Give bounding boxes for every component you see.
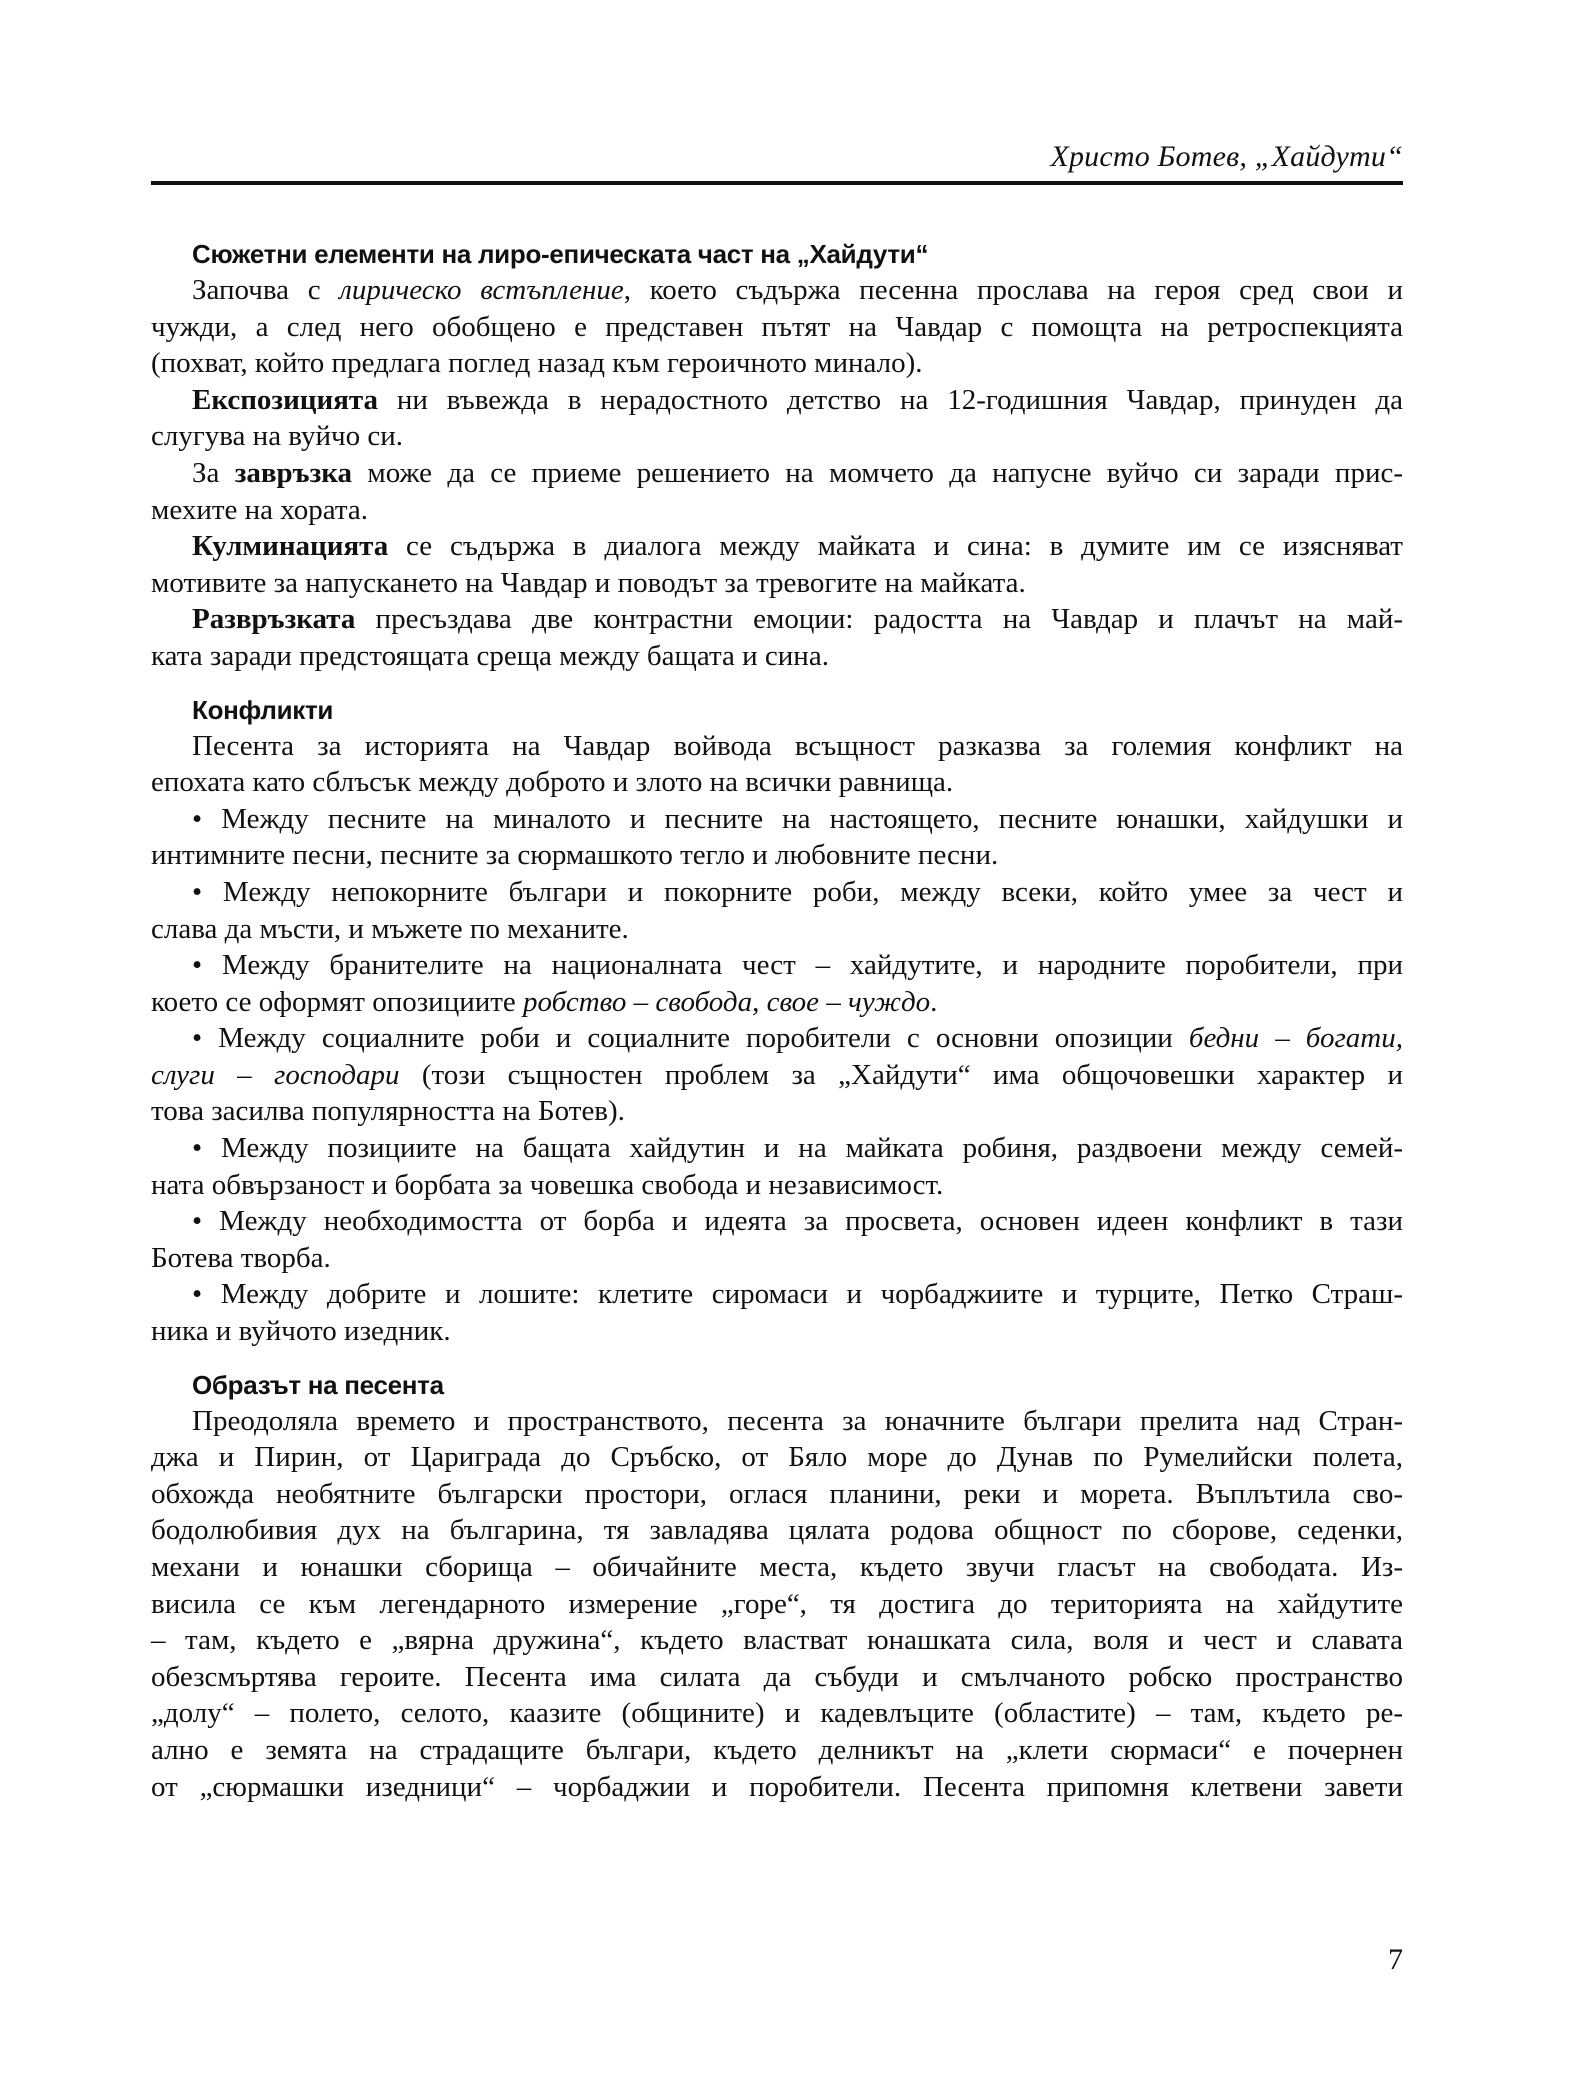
text-line [151,638,1403,675]
text-run: слугува на вуйчо си. [151,420,404,453]
text-run: За [192,456,235,489]
running-header-title: Христо Ботев, „Хайдути“ [1050,140,1403,173]
text-run: . [930,985,938,1018]
text-run: (похват, който предлага поглед назад към героичното минало). [151,347,923,380]
text-line [151,984,1403,1021]
text-run: Ботева творба. [151,1241,331,1274]
section-heading: Сюжетни елементи на лиро-епическата част на „Хайдути“ [192,239,929,269]
text-run: мотивите за напускането на Чавдар и поводът за тревогите на майката. [151,566,1026,599]
section-heading: Образът на песента [192,1369,444,1400]
text-line [151,1093,1403,1130]
text-line [151,764,1403,801]
text-run: , което съдържа песенна прослава на героя сред свои и [623,274,1403,306]
bold-term: Развръзката [192,603,356,636]
text-run: • Между песните на миналото и песните на настоящето, песните юнашки, хайдушки и [192,802,1403,835]
text-run: • Между добрите и лошите: клетите сиромаси и чорбаджиите и турците, Петко Страш- [192,1278,1403,1311]
text-run: – там, където е „вярна дружина“, където властват юнашката сила, воля и чест и славата [151,1624,1403,1657]
text-run: обезсмъртява героите. Песента има силата да събуди и смълчаното робско пространство [151,1660,1403,1693]
text-line [151,272,1403,309]
paragraph [151,1203,1403,1276]
text-line [151,1130,1403,1167]
text-line [151,455,1403,492]
section [151,1367,1403,1806]
text-run: ално е земята на страдащите българи, където делникът на „клети сюрмаси“ е почернен [151,1733,1403,1766]
text-line [151,418,1403,455]
text-run: слава да мъсти, и мъжете по механите. [151,912,629,945]
text-line [151,1313,1403,1350]
text-line [151,1240,1403,1277]
header-rule [151,181,1403,185]
italic-phrase: слуги – господари [151,1058,400,1091]
text-line [151,309,1403,346]
text-run: епохата като сблъсък между доброто и злото на всички равнища. [151,766,954,799]
paragraph [151,455,1403,528]
text-run: Започва с [192,274,340,306]
text-line [151,1732,1403,1769]
text-line [151,1276,1403,1313]
text-run: се съдържа в диалога между майката и сина: в думите им се изясняват [388,530,1403,563]
text-line [151,911,1403,948]
paragraph [151,601,1403,674]
text-line [151,1403,1403,1440]
text-line [151,837,1403,874]
text-line [151,1622,1403,1659]
text-run: обхожда необятните български простори, оглася планини, реки и морета. Въплътила сво- [151,1477,1403,1510]
text-run: • Между позициите на бащата хайдутин и на майката робиня, раздвоени между семей- [192,1132,1403,1165]
page-body [151,236,1403,1805]
paragraph [151,1130,1403,1203]
text-run: от „сюрмашки изедници“ – чорбаджии и поробители. Песента припомня клетвени завети [151,1770,1403,1803]
text-run: • Между непокорните българи и покорните роби, между всеки, който умее за чест и [192,875,1403,908]
text-run: Преодоляла времето и пространството, песента за юначните българи прелита над Стран- [192,1404,1403,1437]
text-run: може да се приеме решението на момчето да напусне вуйчо си заради прис- [352,456,1404,489]
text-run: джа и Пирин, от Цариграда до Сръбско, от Бяло море до Дунав по Румелийски полета, [151,1441,1403,1474]
italic-phrase: бедни – богати, [1188,1022,1403,1055]
text-line [151,492,1403,529]
text-run: бодолюбивия дух на българина, тя завладява цялата родова общност по сборове, седенки, [151,1514,1403,1547]
text-line [151,874,1403,911]
text-line [151,1695,1403,1732]
text-line [151,947,1403,984]
text-line [151,528,1403,565]
text-line [151,801,1403,838]
text-run: това засилва популярността на Ботев). [151,1095,625,1128]
text-run: • Между бранителите на националната чест – хайдутите, и народните поробители, при [192,949,1403,982]
text-line [151,565,1403,602]
paragraph [151,728,1403,801]
text-line [151,1769,1403,1806]
paragraph [151,272,1403,382]
text-line [151,1659,1403,1696]
text-run: ката заради предстоящата среща между бащата и сина. [151,639,829,672]
paragraph [151,801,1403,874]
section [151,236,1403,675]
text-run: мехите на хората. [151,493,368,526]
bold-term: Кулминацията [192,530,389,563]
text-run: „долу“ – полето, селото, каазите (общините) и кадевлъците (областите) – там, където ре- [151,1697,1403,1730]
page-number: 7 [1388,1943,1403,1976]
paragraph [151,382,1403,455]
section-heading: Конфликти [192,694,334,725]
text-line [151,1203,1403,1240]
bold-term: Експозицията [192,383,378,416]
text-run: интимните песни, песните за сюрмашкото тегло и любовните песни. [151,839,999,872]
italic-phrase: робство – свобода, свое – чуждо [523,985,931,1018]
text-run: пресъздава две контрастни емоции: радостта на Чавдар и плачът на май- [355,603,1403,636]
text-line [151,1476,1403,1513]
text-run: Песента за историята на Чавдар войвода всъщност разказва за големия конфликт на [192,729,1403,762]
text-line [151,1549,1403,1586]
text-line [151,1586,1403,1623]
text-line [151,601,1403,638]
text-run: чужди, а след него обобщено е представен пътят на Чавдар с помощта на ретроспекцията [151,310,1403,343]
text-run: ника и вуйчото изедник. [151,1315,451,1348]
text-run: ни въвежда в нерадостното детство на 12-годишния Чавдар, принуден да [377,383,1403,416]
text-line [151,728,1403,765]
text-line [151,1439,1403,1476]
text-line [151,1020,1403,1057]
text-run: висила се към легендарното измерение „горе“, тя достига до територията на хайдутите [151,1587,1403,1620]
text-line [151,382,1403,419]
text-line [151,1057,1403,1094]
text-run: (този същностен проблем за „Хайдути“ има общочовешки характер и [399,1058,1403,1091]
paragraph [151,947,1403,1020]
text-line [151,1512,1403,1549]
text-run: ната обвързаност и борбата за човешка свобода и независимост. [151,1168,944,1201]
text-run: механи и юнашки сборища – обичайните места, където звучи гласът на свободата. Из- [151,1551,1403,1583]
text-run: което се оформят опозициите [151,985,524,1018]
bold-term: завръзка [234,456,353,489]
paragraph [151,1276,1403,1349]
text-line [151,1167,1403,1204]
paragraph [151,1403,1403,1806]
italic-phrase: лирическо встъпление [339,274,624,306]
section [151,692,1403,1350]
text-run: • Между необходимостта от борба и идеята за просвета, основен идеен конфликт в тази [192,1205,1403,1238]
paragraph [151,874,1403,947]
paragraph [151,1020,1403,1130]
text-line [151,345,1403,382]
paragraph [151,528,1403,601]
text-run: • Между социалните роби и социалните поробители с основни опозиции [192,1022,1189,1055]
